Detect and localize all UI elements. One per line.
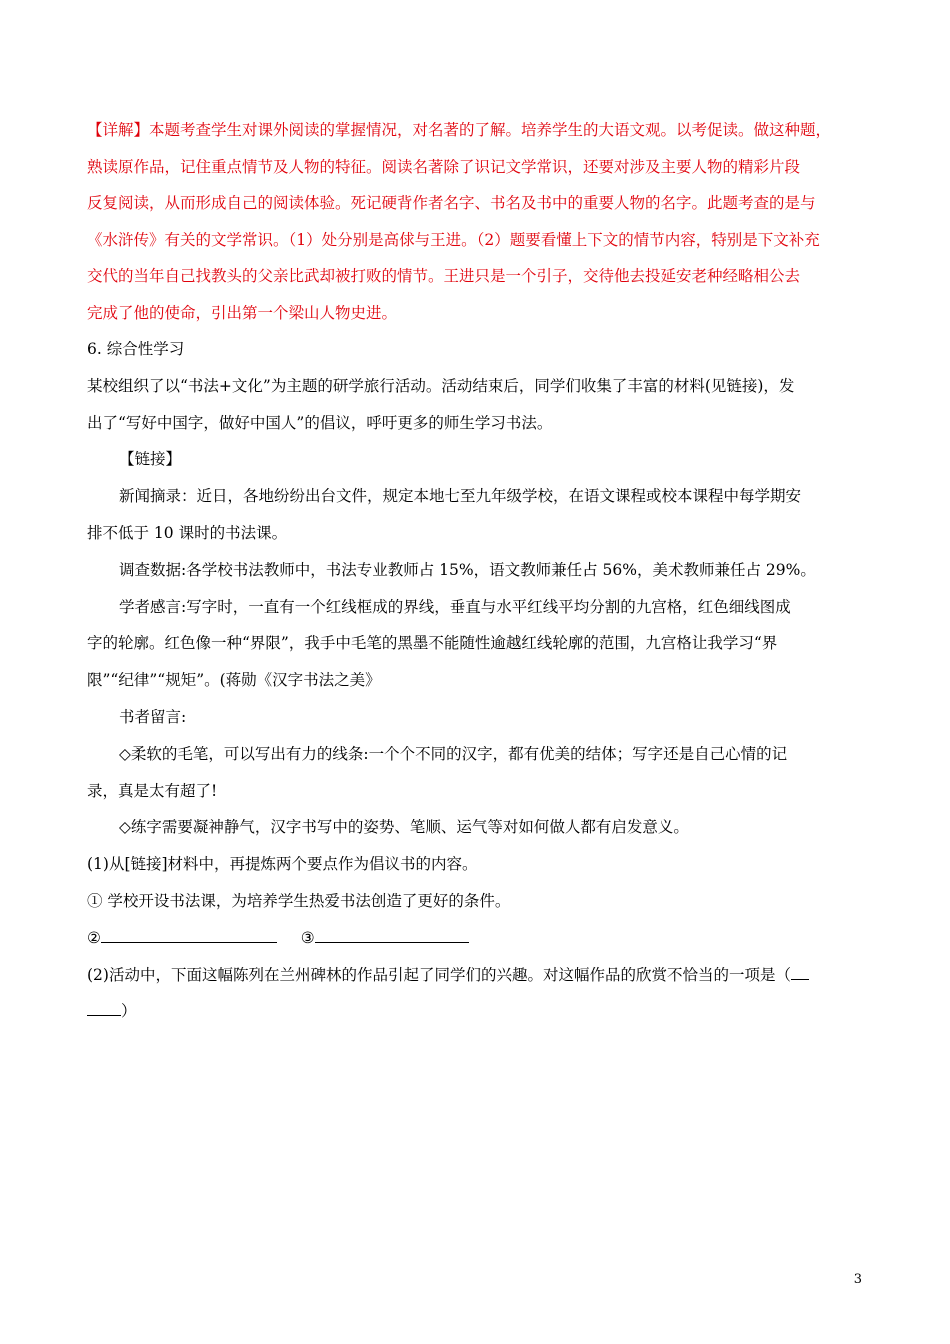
analysis-tag: 【详解】 xyxy=(87,121,150,139)
analysis-line: 《水浒传》有关的文学常识。（1）处分别是高俅与王进。（2）题要看懂上下文的情节内容，特别是下文补充 xyxy=(87,230,820,249)
writer-note-line: ◇练字需要凝神静气，汉字书写中的姿势、笔顺、运气等对如何做人都有启发意义。 xyxy=(119,818,689,837)
question-heading: 6. 综合性学习 xyxy=(87,340,185,358)
analysis-line: 完成了他的使命，引出第一个梁山人物史进。 xyxy=(87,303,398,322)
analysis-line: 【详解】本题考查学生对课外阅读的掌握情况，对名著的了解。培养学生的大语文观。以考促读。做这种题， xyxy=(87,121,832,139)
scholar-line: 学者感言:写字时，一直有一个红线框成的界线，垂直与水平红线平均分割的九宫格，红色细线图成 xyxy=(119,597,791,616)
sub-question-1: (1)从[链接]材料中，再提炼两个要点作为倡议书的内容。 xyxy=(87,855,478,874)
news-line: 新闻摘录：近日，各地纷纷出台文件，规定本地七至九年级学校，在语文课程或校本课程中每学期安 xyxy=(119,487,802,506)
scholar-line: 限”“纪律”“规矩”。(蒋勋《汉字书法之美》 xyxy=(87,671,381,690)
answer-blank-choice-part1[interactable] xyxy=(791,963,809,980)
sub-question-1-answer: ① 学校开设书法课，为培养学生热爱书法创造了更好的条件。 xyxy=(87,891,511,910)
blank-2-label: ② xyxy=(87,928,101,947)
writer-note-line: ◇柔软的毛笔，可以写出有力的线条:一个个不同的汉字，都有优美的结体；写字还是自己心情的记 xyxy=(119,744,788,763)
answer-blanks-row xyxy=(87,920,867,957)
analysis-section xyxy=(87,112,867,331)
question-intro-line: 某校组织了以“书法+文化”为主题的研学旅行活动。活动结束后，同学们收集了丰富的材料(见链接)，发 xyxy=(87,376,795,395)
sub-question-2-line: (2)活动中，下面这幅陈列在兰州碑林的作品引起了同学们的兴趣。对这幅作品的欣赏不恰当的一项是（ xyxy=(87,957,867,994)
news-line: 排不低于 10 课时的书法课。 xyxy=(87,523,288,542)
sub-question-2-line: ） xyxy=(87,993,867,1030)
writer-label: 书者留言: xyxy=(119,707,187,726)
writer-note-line: 录，真是太有超了! xyxy=(87,781,218,800)
page-number: 3 xyxy=(853,1272,862,1287)
answer-blank-2[interactable] xyxy=(101,926,277,943)
answer-blank-3[interactable] xyxy=(315,926,469,943)
survey-line: 调查数据:各学校书法教师中，书法专业教师占 15%，语文教师兼任占 56%，美术教师兼任占 29%。 xyxy=(119,560,816,579)
analysis-line: 交代的当年自己找教头的父亲比武却被打败的情节。王进只是一个引子，交待他去投延安老种经略相公去 xyxy=(87,267,801,285)
scholar-line: 字的轮廓。红色像一种“界限”，我手中毛笔的黑墨不能随性逾越红线轮廓的范围，九宫格让我学习“界 xyxy=(87,634,778,653)
analysis-line: 反复阅读，从而形成自己的阅读体验。死记硬背作者名字、书名及书中的重要人物的名字。此题考查的是与 xyxy=(87,194,816,212)
link-label: 【链接】 xyxy=(119,450,182,469)
question-intro-line: 出了“写好中国字，做好中国人”的倡议，呼吁更多的师生学习书法。 xyxy=(87,413,553,432)
document-page xyxy=(87,112,867,1030)
question-section xyxy=(87,331,867,1030)
analysis-line: 熟读原作品，记住重点情节及人物的特征。阅读名著除了识记文学常识，还要对涉及主要人物的精彩片段 xyxy=(87,157,801,176)
blank-3-label: ③ xyxy=(300,928,315,947)
answer-blank-choice-part2[interactable] xyxy=(87,999,121,1016)
